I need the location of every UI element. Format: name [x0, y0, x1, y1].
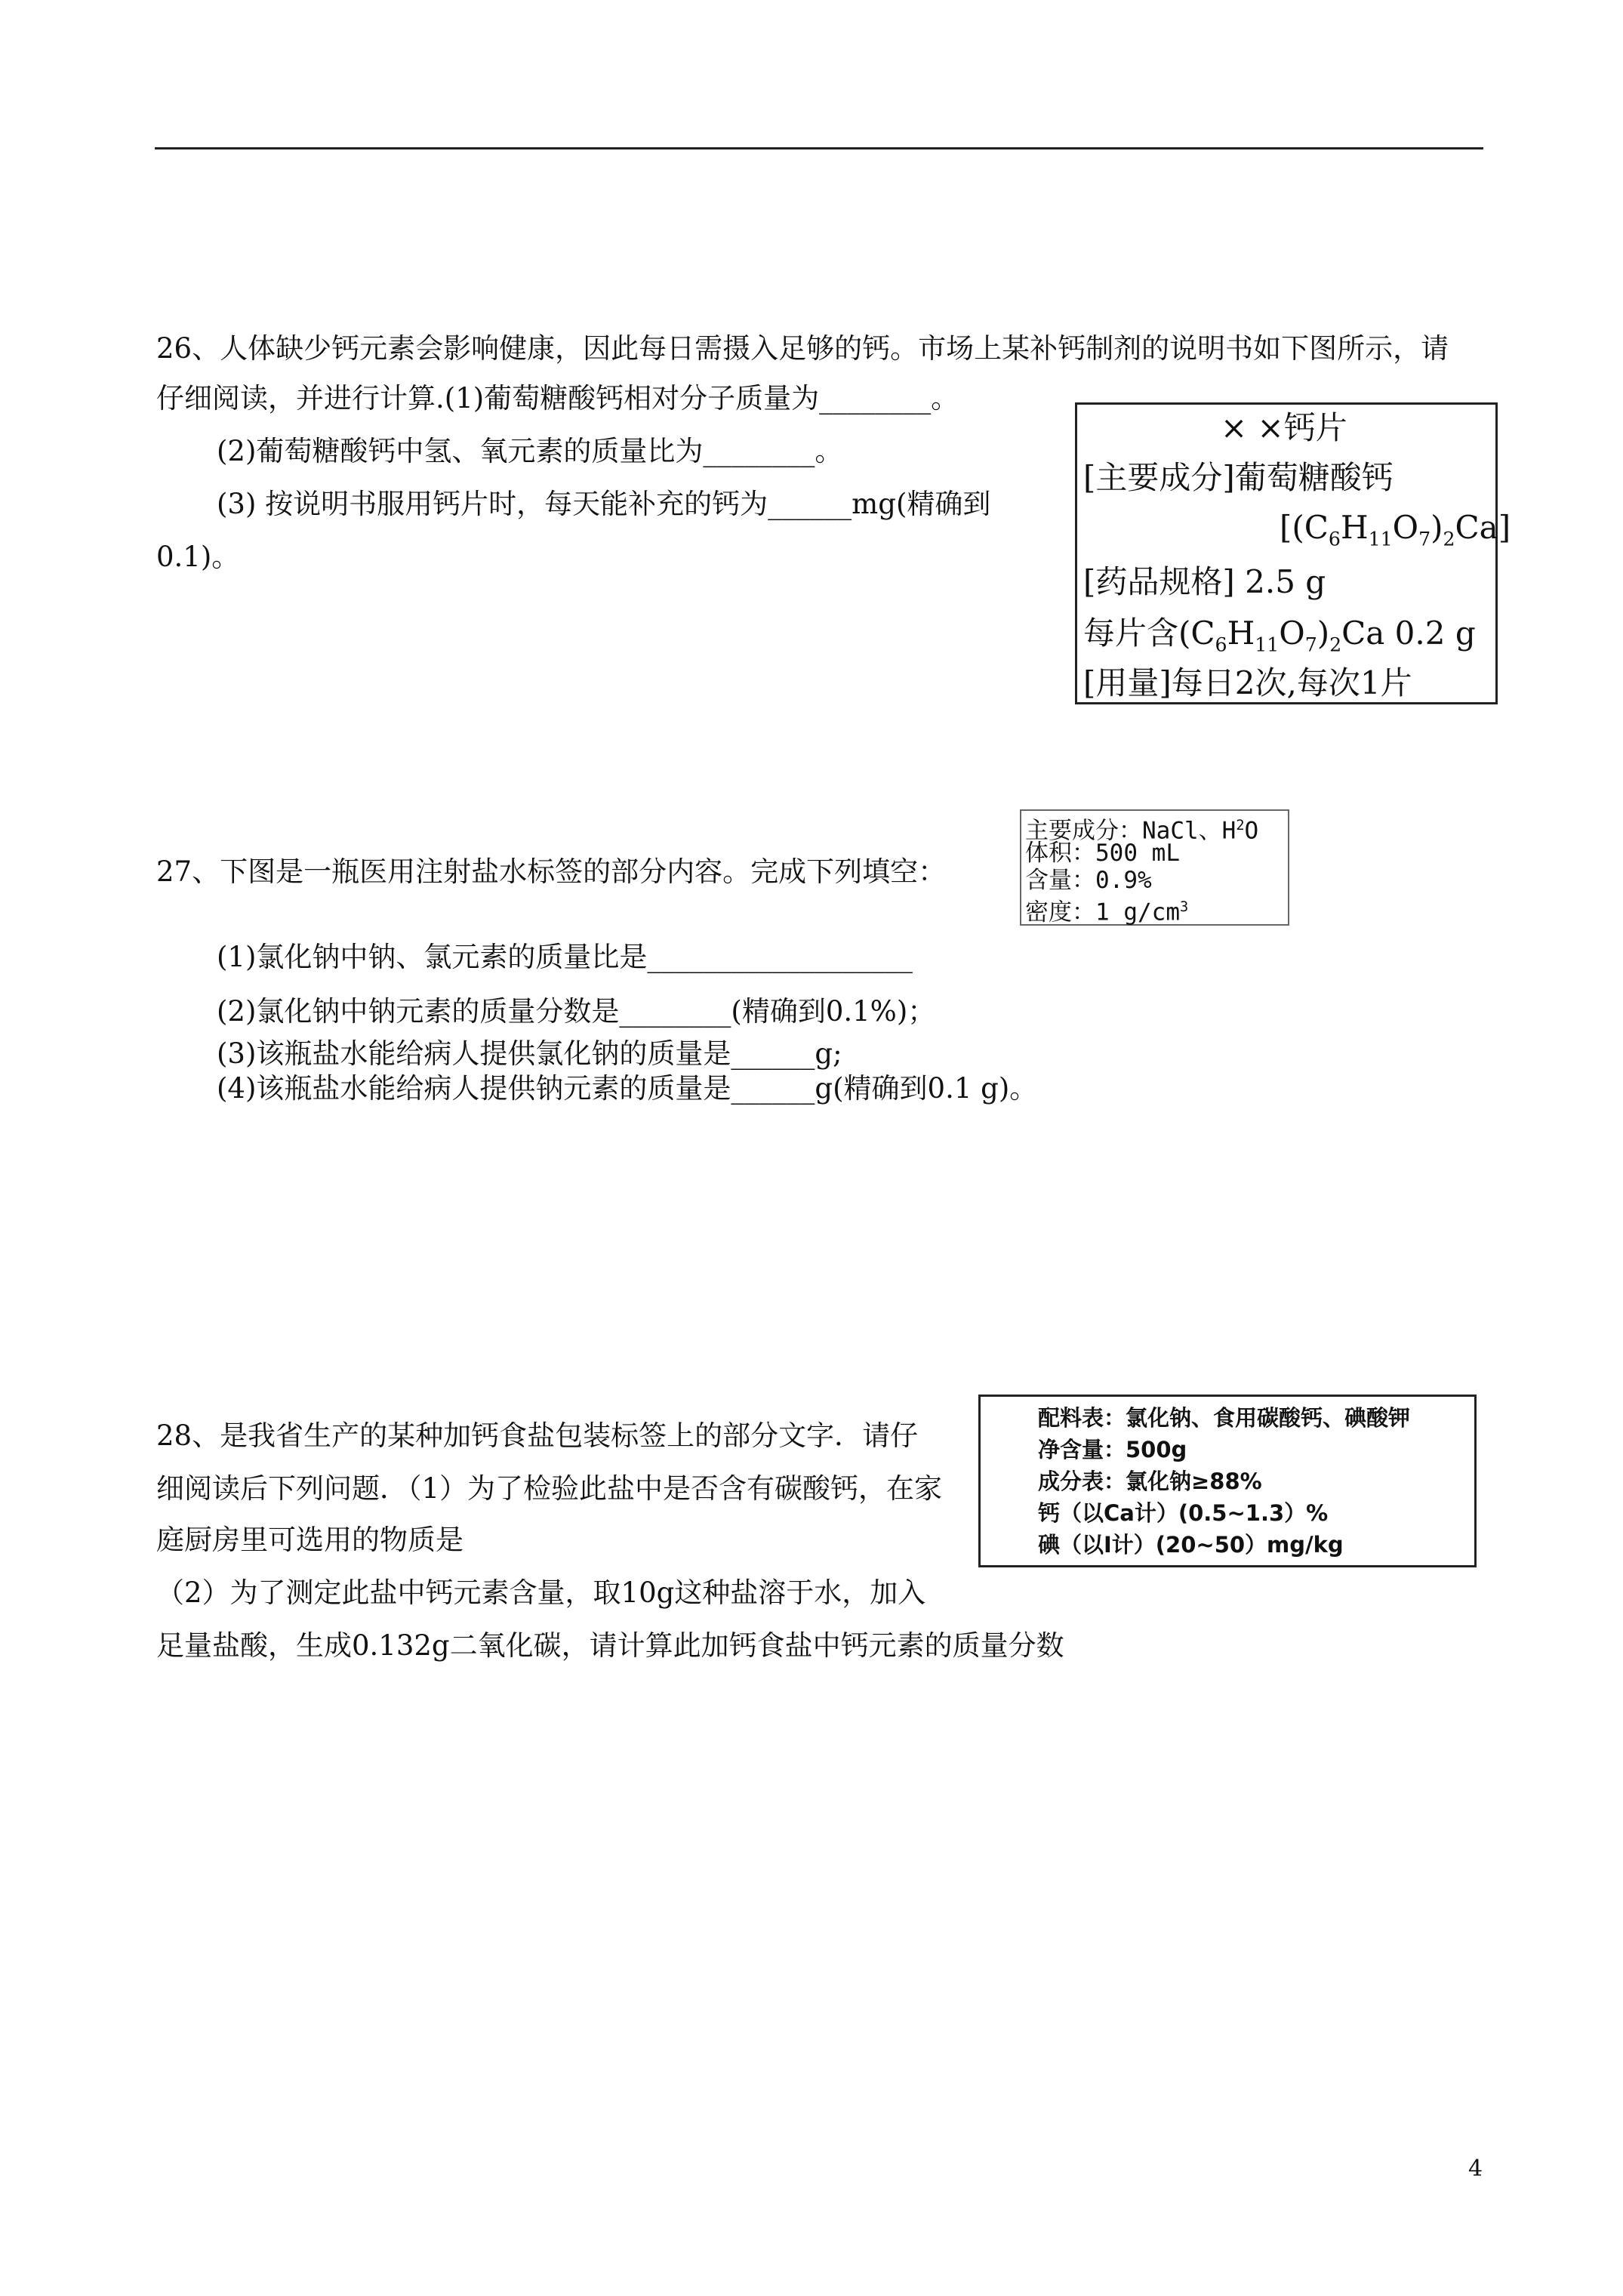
saline-content: 含量：0.9%: [1025, 867, 1152, 894]
label-spec: [药品规格] 2.5 g: [1083, 563, 1326, 600]
q28-line1: 28、是我省生产的某种加钙食盐包装标签上的部分文字．请仔: [156, 1419, 919, 1452]
q27-intro: 27、下图是一瓶医用注射盐水标签的部分内容。完成下列填空：: [156, 855, 947, 888]
q26-line3: (2)葡萄糖酸钙中氢、氧元素的质量比为________。: [217, 435, 843, 467]
saline-volume: 体积：500 mL: [1025, 840, 1180, 867]
q28-line5: 足量盐酸，生成0.132g二氧化碳，请计算此加钙食盐中钙元素的质量分数: [156, 1629, 1064, 1662]
q28-line4: （2）为了测定此盐中钙元素含量，取10g这种盐溶于水，加入: [156, 1576, 926, 1609]
q28-line2: 细阅读后下列问题．（1）为了检验此盐中是否含有碳酸钙，在家: [156, 1472, 943, 1505]
salt-net-content: 净含量：500g: [1038, 1437, 1187, 1462]
q26-line1: 26、人体缺少钙元素会影响健康，因此每日需摄入足够的钙。市场上某补钙制剂的说明书如下图所示，请: [156, 332, 1449, 365]
saline-density: 密度：1 $g/cm^3$: [1025, 898, 1189, 926]
salt-label: [978, 1395, 1477, 1567]
label-per-tablet: 每片含$(C_6H_{11}O_7)_2Ca$ 0.2 g: [1083, 615, 1476, 656]
page-number: 4: [1468, 2156, 1483, 2182]
q26-line5: 0.1)。: [156, 541, 240, 573]
label-formula: $[(C_6H_{11}O_7)_2Ca]$: [1280, 509, 1511, 550]
q27-p2: (2)氯化钠中钠元素的质量分数是________(精确到0.1%)；: [217, 995, 936, 1028]
saline-ingredient: 主要成分：NaCl、$H^2O$: [1025, 817, 1259, 845]
q27-p4: (4)该瓶盐水能给病人提供钠元素的质量是______g(精确到0.1 g)。: [217, 1072, 1038, 1105]
label-dosage: [用量]每日2次,每次1片: [1083, 664, 1412, 701]
q28-line3: 庭厨房里可选用的物质是: [156, 1524, 463, 1556]
label-title: × ×钙片: [1221, 409, 1347, 446]
salt-ingredients: 配料表：氯化钠、食用碳酸钙、碘酸钾: [1038, 1405, 1411, 1431]
salt-iodine: 碘（以I计）(20~50）mg/kg: [1038, 1532, 1344, 1558]
saline-label: [1020, 809, 1289, 926]
q27-p1: (1)氯化钠中钠、氯元素的质量比是___________________: [217, 941, 913, 973]
header-rule: [155, 147, 1483, 149]
q26-line2: 仔细阅读，并进行计算.(1)葡萄糖酸钙相对分子质量为________。: [156, 382, 959, 415]
salt-composition: 成分表：氯化钠≥88%: [1038, 1469, 1262, 1494]
q27-p3: (3)该瓶盐水能给病人提供氯化钠的质量是______g;: [217, 1037, 842, 1070]
label-ingredient: [主要成分]葡萄糖酸钙: [1083, 459, 1394, 496]
salt-calcium: 钙（以Ca计）(0.5~1.3）%: [1038, 1500, 1329, 1526]
q26-line4: (3) 按说明书服用钙片时，每天能补充的钙为______mg(精确到: [217, 488, 991, 520]
calcium-tablet-label: [1075, 402, 1511, 704]
